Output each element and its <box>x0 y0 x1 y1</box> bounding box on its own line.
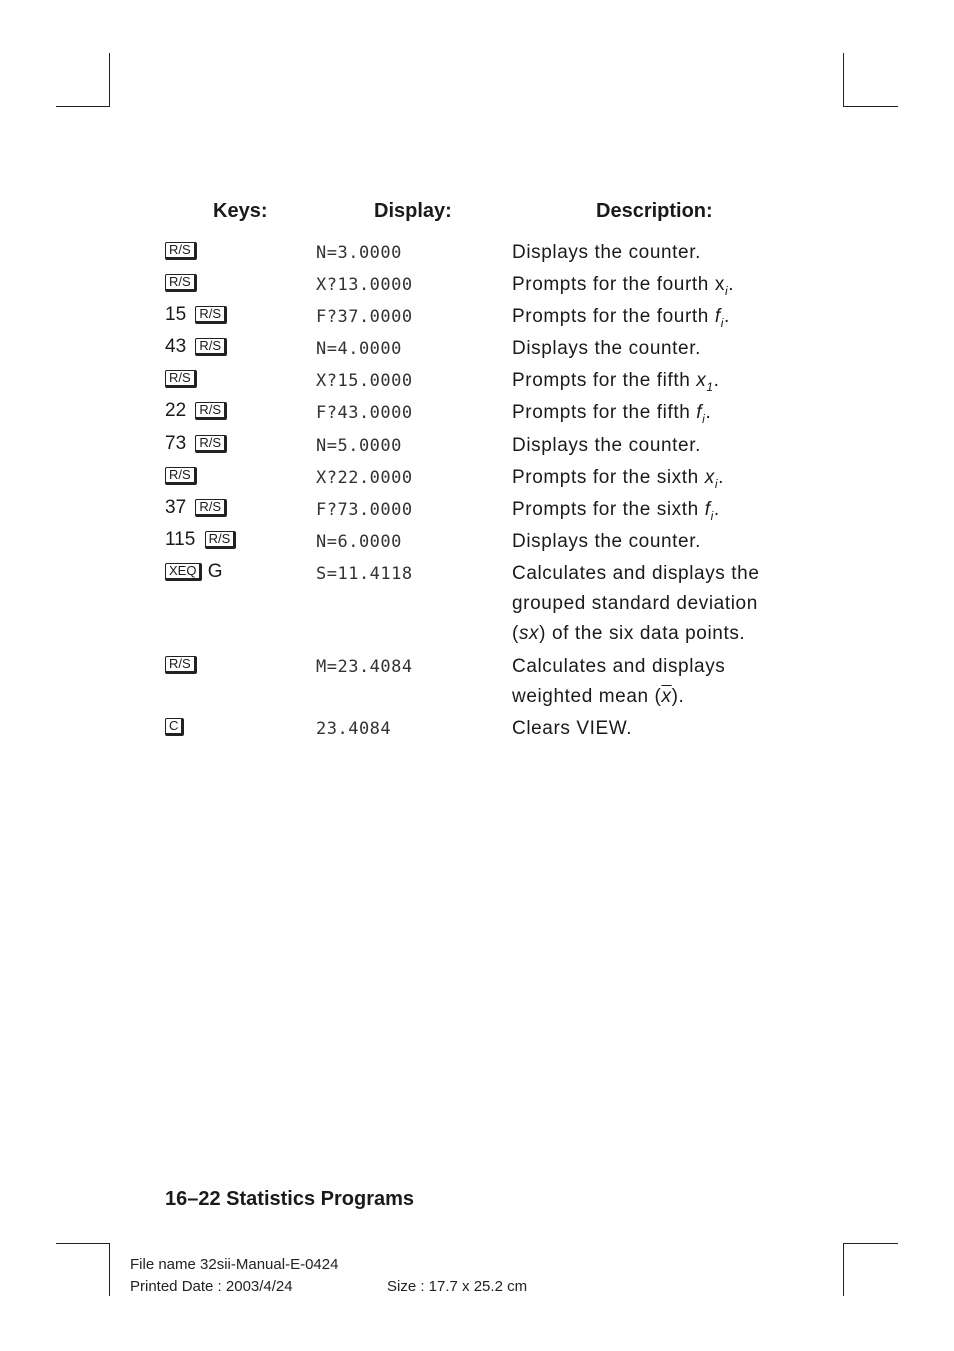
display-cell: F?37.0000 <box>316 307 413 327</box>
display-cell: S=11.4118 <box>316 564 413 584</box>
section-title: 16–22 Statistics Programs <box>165 1188 415 1210</box>
display-cell: N=3.0000 <box>316 243 402 263</box>
rs-key: R/S <box>165 656 197 674</box>
rs-key: R/S <box>195 338 227 356</box>
description-cell: Displays the counter. <box>512 435 701 456</box>
keys-cell <box>165 654 197 676</box>
keys-header: Keys: <box>213 200 268 222</box>
rs-key: R/S <box>165 274 197 292</box>
description-cell: Prompts for the sixth $f_i$. <box>512 499 720 523</box>
keys-cell: 115 R/S <box>165 529 236 551</box>
crop-mark-br-h <box>843 1243 898 1244</box>
rs-key: R/S <box>195 435 227 453</box>
description-cell: Prompts for the fifth $x_1$. <box>512 370 720 394</box>
description-cell: Displays the counter. <box>512 338 701 359</box>
crop-mark-br-v <box>843 1243 844 1296</box>
rs-key: R/S <box>195 499 227 517</box>
crop-mark-bl-v <box>109 1243 110 1296</box>
crop-mark-tr-v <box>843 53 844 106</box>
keys-cell: 73 R/S <box>165 433 227 455</box>
rs-key: R/S <box>165 370 197 388</box>
description-cell: Prompts for the fifth $f_i$. <box>512 402 712 426</box>
keys-cell <box>165 465 197 487</box>
display-cell: F?43.0000 <box>316 403 413 423</box>
xeq-key: XEQ <box>165 563 202 581</box>
keys-cell <box>165 716 184 738</box>
description-cell: Displays the counter. <box>512 531 701 552</box>
rs-key: R/S <box>205 531 237 549</box>
printed-date: Printed Date : 2003/4/24 <box>130 1278 293 1295</box>
keys-cell: 22 R/S <box>165 400 227 422</box>
crop-mark-tl-v <box>109 53 110 106</box>
display-cell: 23.4084 <box>316 719 392 739</box>
keys-cell: 15 R/S <box>165 304 227 326</box>
crop-mark-tl-h <box>56 106 110 107</box>
page-size: Size : 17.7 x 25.2 cm <box>387 1278 528 1295</box>
description-cell: Clears VIEW. <box>512 718 633 739</box>
keys-cell: 43 R/S <box>165 336 227 358</box>
display-cell: N=5.0000 <box>316 436 402 456</box>
crop-mark-tr-h <box>843 106 898 107</box>
description-cell: Prompts for the sixth $x_i$. <box>512 467 724 491</box>
description-cell: Calculates and displays weighted mean $(\overline{x})$. <box>512 656 726 707</box>
keys-cell <box>165 240 197 262</box>
description-cell: Calculates and displays the grouped standard deviation (sx) of the six data points. <box>512 563 760 644</box>
display-cell: X?22.0000 <box>316 468 413 488</box>
keys-cell: XEQ G <box>165 561 223 583</box>
display-cell: X?15.0000 <box>316 371 413 391</box>
keys-cell: 37 R/S <box>165 497 227 519</box>
display-cell: F?73.0000 <box>316 500 413 520</box>
display-cell: X?13.0000 <box>316 275 413 295</box>
keys-cell <box>165 368 197 390</box>
description-cell: Prompts for the fourth $x_i$. <box>512 274 735 298</box>
c-key: C <box>165 718 184 736</box>
display-cell: N=4.0000 <box>316 339 402 359</box>
description-cell: Displays the counter. <box>512 242 701 263</box>
display-cell: N=6.0000 <box>316 532 402 552</box>
rs-key: R/S <box>165 242 197 260</box>
description-header: Description: <box>596 200 713 222</box>
display-header: Display: <box>374 200 452 222</box>
rs-key: R/S <box>195 402 227 420</box>
crop-mark-bl-h <box>56 1243 110 1244</box>
description-cell: Prompts for the fourth $f_i$. <box>512 306 730 330</box>
display-cell: M=23.4084 <box>316 657 413 677</box>
rs-key: R/S <box>165 467 197 485</box>
file-name: File name 32sii-Manual-E-0424 <box>130 1256 339 1273</box>
keys-cell <box>165 272 197 294</box>
rs-key: R/S <box>195 306 227 324</box>
